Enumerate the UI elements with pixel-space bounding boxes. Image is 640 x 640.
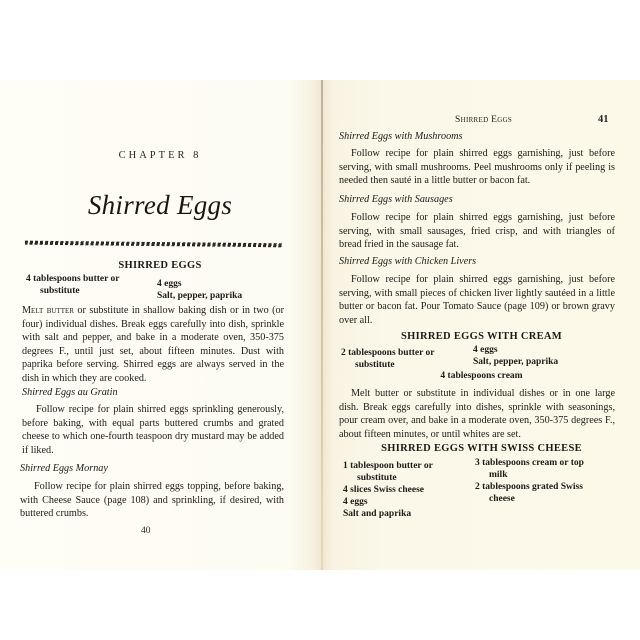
page-number: 40 [141, 526, 151, 536]
ingredient: 4 eggs [157, 279, 182, 289]
variation-text: Follow recipe for plain shirred eggs garnishing, just before serving, with small mushrooms. Peel mushrooms only if peeling is needed then sauté in a little butter or bacon fat. [339, 148, 615, 187]
wavy-divider [25, 241, 283, 248]
ingredient: Salt and paprika [343, 509, 412, 519]
page-number: 41 [598, 114, 609, 125]
variation-text: Follow recipe for plain shirred eggs sprinkling generously, before baking, with equal parts buttered crumbs and grated cheese to which one-fourth teaspoon dry mustard may be added if liked. [22, 404, 284, 456]
variation-text: Follow recipe for plain shirred eggs topping, before baking, with Cheese Sauce (page 108) and sprinkling, if desired, with buttered crumbs. [20, 481, 284, 520]
variation-text: Follow recipe for plain shirred eggs garnishing, just before serving, with small sausages, fried crisp, and with triangles of bread fried in the sausage fat. [339, 212, 615, 251]
ingredient: Salt, pepper, paprika [157, 291, 243, 301]
recipe-title: SHIRRED EGGS [118, 260, 202, 271]
method-lead: Melt butter [22, 305, 74, 316]
variation-title: Shirred Eggs Mornay [20, 463, 108, 474]
variation-text: Follow recipe for plain shirred eggs garnishing, just before serving, with small pieces of chicken liver lightly sautéed in a little butter or bacon fat. Pour Tomato Sauce (page 109) or brown gravy over all. [339, 274, 615, 326]
left-page [0, 80, 320, 570]
ingredient: 4 eggs [343, 497, 368, 507]
ingredients-col2 [157, 278, 242, 302]
ingredient: 2 tablespoons butter or [341, 348, 435, 358]
ingredients-col1 [343, 460, 433, 520]
method-text: or substitute in shallow baking dish or in two (or four) individual dishes. Break eggs carefully into dish, sprinkle with salt and pepper, and bake in a moderate oven, 350-375 degrees F., until just set, about fifteen minutes. Dust with paprika before serving. Shirred eggs are always served in the dish in which they are cooked. [22, 305, 285, 384]
ingredient: substitute [355, 360, 395, 370]
recipe-title: SHIRRED EGGS WITH CREAM [400, 331, 563, 342]
recipe-title: SHIRRED EGGS WITH SWISS CHEESE [381, 443, 582, 454]
right-page [323, 80, 640, 570]
ingredient: 4 tablespoons butter or [26, 274, 120, 284]
ingredients-col1 [26, 273, 120, 297]
variation-title: Shirred Eggs with Chicken Livers [339, 256, 477, 267]
ingredient: 2 tablespoons grated Swiss [475, 482, 583, 492]
ingredient: 3 tablespoons cream or top [475, 458, 584, 468]
ingredient: 4 eggs [473, 345, 498, 355]
ingredient: Salt, pepper, paprika [473, 357, 559, 367]
variation-title: Shirred Eggs au Gratin [22, 387, 118, 398]
running-head: Shirred Eggs [455, 115, 513, 125]
ingredients-center: 4 tablespoons cream [440, 371, 523, 381]
ingredient: 4 slices Swiss cheese [343, 485, 425, 495]
ingredient: substitute [40, 286, 80, 296]
ingredient: 1 tablespoon butter or [343, 461, 433, 471]
recipe-method [22, 304, 284, 386]
chapter-title: Shirred Eggs [87, 190, 233, 220]
variation-title: Shirred Eggs with Sausages [339, 194, 453, 205]
ingredients-col2 [473, 344, 558, 368]
recipe-method: Melt butter or substitute in individual dishes or in one large dish. Break eggs carefully into dishes, sprinkle with seasonings, pour cream over, and bake in a moderate oven, 350-375 degrees F., about fifteen minutes, or until whites are set. [339, 388, 615, 440]
ingredient: milk [489, 470, 508, 480]
ingredient: cheese [489, 494, 515, 504]
ingredient: substitute [357, 473, 397, 483]
chapter-label: CHAPTER 8 [118, 150, 202, 161]
variation-title: Shirred Eggs with Mushrooms [339, 131, 463, 142]
ingredients-col1 [341, 347, 435, 371]
ingredients-col2 [475, 457, 584, 505]
